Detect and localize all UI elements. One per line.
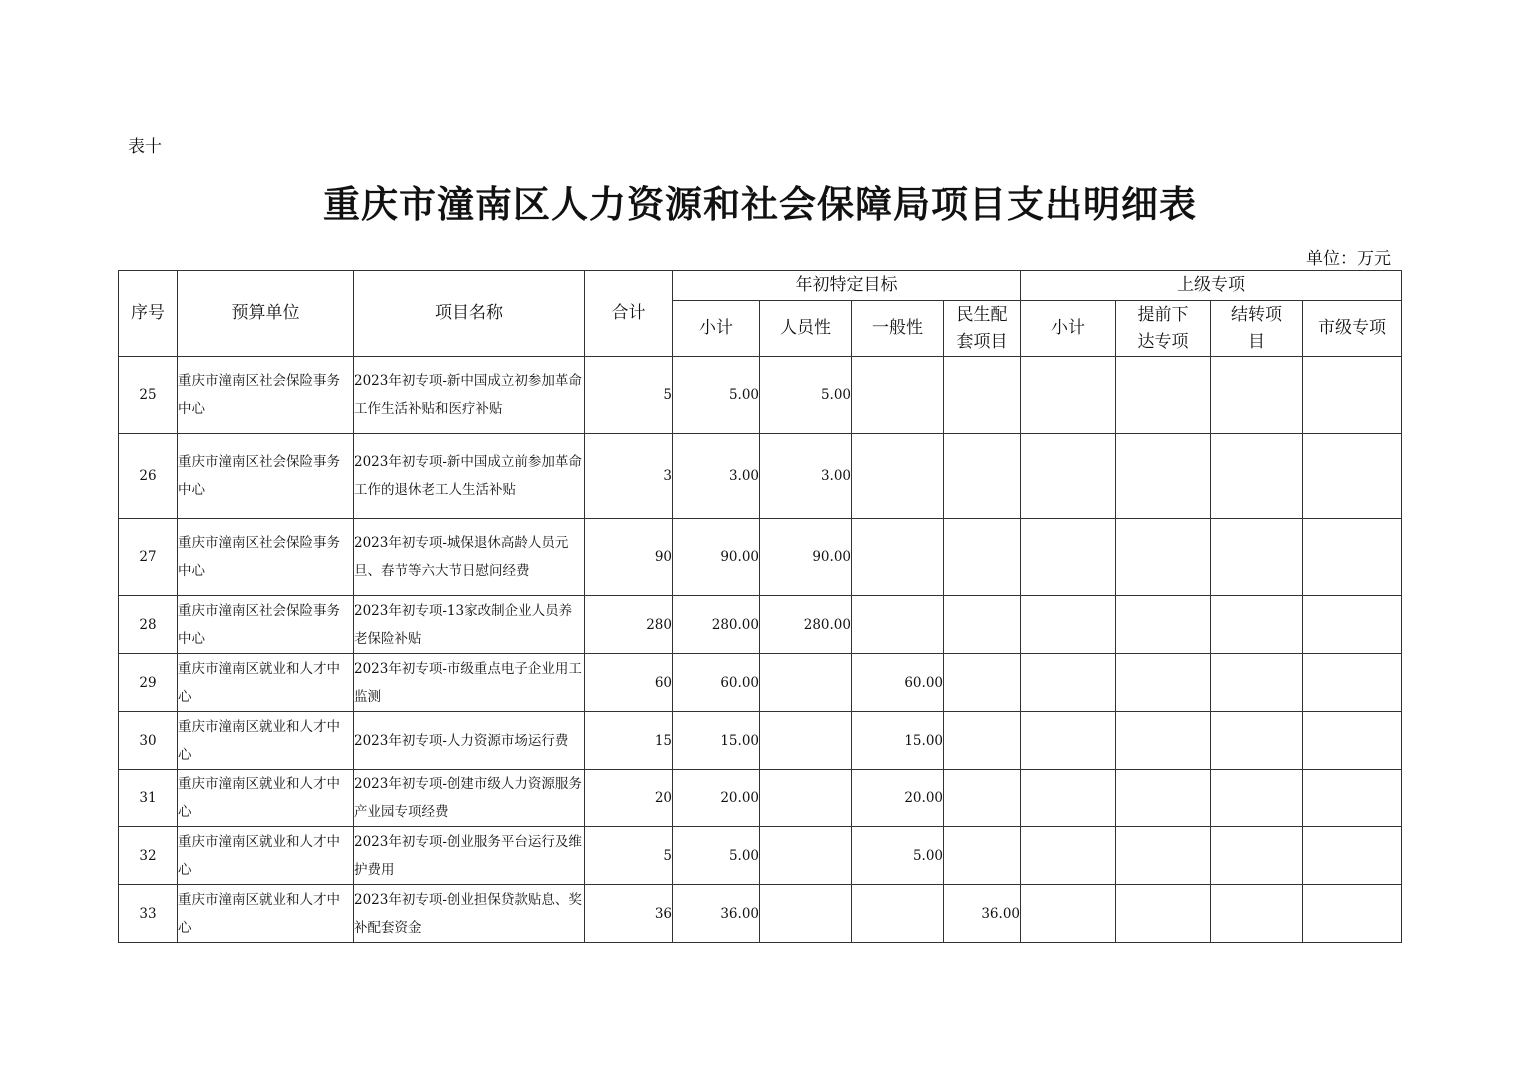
cell-initial-subtotal: 60.00 <box>673 654 760 712</box>
cell-budget-unit: 重庆市潼南区社会保险事务中心 <box>178 434 354 519</box>
cell-advance-special <box>1116 654 1211 712</box>
cell-budget-unit: 重庆市潼南区社会保险事务中心 <box>178 519 354 596</box>
cell-seq: 33 <box>119 885 178 943</box>
project-expenditure-table <box>118 270 1402 943</box>
cell-livelihood <box>944 654 1021 712</box>
cell-livelihood <box>944 827 1021 885</box>
cell-superior-subtotal <box>1021 770 1116 827</box>
header-carryover: 结转项目 <box>1211 301 1303 357</box>
cell-advance-special <box>1116 885 1211 943</box>
cell-project-name: 2023年初专项-城保退休高龄人员元旦、春节等六大节日慰问经费 <box>354 519 585 596</box>
cell-general: 60.00 <box>852 654 944 712</box>
header-total: 合计 <box>585 271 673 357</box>
cell-advance-special <box>1116 827 1211 885</box>
cell-city-special <box>1303 434 1402 519</box>
cell-superior-subtotal <box>1021 519 1116 596</box>
cell-carryover <box>1211 654 1303 712</box>
cell-advance-special <box>1116 357 1211 434</box>
table-row <box>119 434 1402 519</box>
cell-budget-unit: 重庆市潼南区就业和人才中心 <box>178 712 354 770</box>
cell-budget-unit: 重庆市潼南区就业和人才中心 <box>178 770 354 827</box>
cell-advance-special <box>1116 434 1211 519</box>
cell-budget-unit: 重庆市潼南区就业和人才中心 <box>178 654 354 712</box>
cell-initial-subtotal: 5.00 <box>673 357 760 434</box>
cell-superior-subtotal <box>1021 596 1116 654</box>
cell-personnel <box>760 770 852 827</box>
cell-superior-subtotal <box>1021 712 1116 770</box>
cell-carryover <box>1211 885 1303 943</box>
cell-city-special <box>1303 712 1402 770</box>
cell-project-name: 2023年初专项-市级重点电子企业用工监测 <box>354 654 585 712</box>
header-livelihood: 民生配套项目 <box>944 301 1021 357</box>
cell-city-special <box>1303 357 1402 434</box>
cell-initial-subtotal: 90.00 <box>673 519 760 596</box>
cell-budget-unit: 重庆市潼南区社会保险事务中心 <box>178 596 354 654</box>
table-row <box>119 519 1402 596</box>
cell-project-name: 2023年初专项-创业服务平台运行及维护费用 <box>354 827 585 885</box>
cell-total: 36 <box>585 885 673 943</box>
header-group-superior-special: 上级专项 <box>1021 271 1402 301</box>
cell-seq: 30 <box>119 712 178 770</box>
cell-general: 5.00 <box>852 827 944 885</box>
table-row <box>119 654 1402 712</box>
cell-personnel <box>760 654 852 712</box>
cell-livelihood <box>944 434 1021 519</box>
table-row <box>119 357 1402 434</box>
cell-city-special <box>1303 519 1402 596</box>
header-general: 一般性 <box>852 301 944 357</box>
cell-advance-special <box>1116 712 1211 770</box>
cell-livelihood <box>944 357 1021 434</box>
cell-general <box>852 596 944 654</box>
cell-seq: 28 <box>119 596 178 654</box>
cell-carryover <box>1211 434 1303 519</box>
cell-livelihood: 36.00 <box>944 885 1021 943</box>
cell-city-special <box>1303 885 1402 943</box>
cell-total: 3 <box>585 434 673 519</box>
cell-livelihood <box>944 712 1021 770</box>
cell-personnel: 3.00 <box>760 434 852 519</box>
cell-project-name: 2023年初专项-创业担保贷款贴息、奖补配套资金 <box>354 885 585 943</box>
cell-personnel: 5.00 <box>760 357 852 434</box>
cell-seq: 27 <box>119 519 178 596</box>
header-seq: 序号 <box>119 271 178 357</box>
cell-city-special <box>1303 827 1402 885</box>
cell-seq: 29 <box>119 654 178 712</box>
header-group-initial-targets: 年初特定目标 <box>673 271 1021 301</box>
table-row <box>119 596 1402 654</box>
document-title: 重庆市潼南区人力资源和社会保障局项目支出明细表 <box>323 182 1197 226</box>
cell-general <box>852 357 944 434</box>
table-number-label: 表十 <box>128 137 162 157</box>
cell-general <box>852 885 944 943</box>
cell-general: 15.00 <box>852 712 944 770</box>
cell-carryover <box>1211 770 1303 827</box>
cell-seq: 31 <box>119 770 178 827</box>
cell-project-name: 2023年初专项-13家改制企业人员养老保险补贴 <box>354 596 585 654</box>
cell-carryover <box>1211 519 1303 596</box>
cell-total: 5 <box>585 357 673 434</box>
cell-total: 20 <box>585 770 673 827</box>
cell-seq: 25 <box>119 357 178 434</box>
cell-general <box>852 434 944 519</box>
table-row <box>119 712 1402 770</box>
cell-initial-subtotal: 36.00 <box>673 885 760 943</box>
cell-carryover <box>1211 357 1303 434</box>
cell-livelihood <box>944 770 1021 827</box>
cell-general: 20.00 <box>852 770 944 827</box>
cell-advance-special <box>1116 770 1211 827</box>
cell-superior-subtotal <box>1021 654 1116 712</box>
cell-total: 90 <box>585 519 673 596</box>
cell-carryover <box>1211 827 1303 885</box>
cell-livelihood <box>944 519 1021 596</box>
cell-personnel: 280.00 <box>760 596 852 654</box>
unit-label: 单位：万元 <box>1306 249 1391 269</box>
table-row <box>119 827 1402 885</box>
cell-total: 60 <box>585 654 673 712</box>
cell-superior-subtotal <box>1021 885 1116 943</box>
header-project-name: 项目名称 <box>354 271 585 357</box>
cell-budget-unit: 重庆市潼南区就业和人才中心 <box>178 885 354 943</box>
cell-city-special <box>1303 654 1402 712</box>
cell-personnel: 90.00 <box>760 519 852 596</box>
cell-project-name: 2023年初专项-人力资源市场运行费 <box>354 712 585 770</box>
cell-initial-subtotal: 20.00 <box>673 770 760 827</box>
cell-city-special <box>1303 770 1402 827</box>
cell-project-name: 2023年初专项-创建市级人力资源服务产业园专项经费 <box>354 770 585 827</box>
cell-initial-subtotal: 280.00 <box>673 596 760 654</box>
header-city-special: 市级专项 <box>1303 301 1402 357</box>
header-superior-subtotal: 小计 <box>1021 301 1116 357</box>
cell-seq: 26 <box>119 434 178 519</box>
cell-advance-special <box>1116 596 1211 654</box>
table-row <box>119 885 1402 943</box>
cell-city-special <box>1303 596 1402 654</box>
cell-initial-subtotal: 15.00 <box>673 712 760 770</box>
header-personnel: 人员性 <box>760 301 852 357</box>
cell-personnel <box>760 827 852 885</box>
cell-initial-subtotal: 5.00 <box>673 827 760 885</box>
cell-budget-unit: 重庆市潼南区社会保险事务中心 <box>178 357 354 434</box>
cell-superior-subtotal <box>1021 434 1116 519</box>
cell-total: 15 <box>585 712 673 770</box>
header-budget-unit: 预算单位 <box>178 271 354 357</box>
cell-seq: 32 <box>119 827 178 885</box>
cell-project-name: 2023年初专项-新中国成立前参加革命工作的退休老工人生活补贴 <box>354 434 585 519</box>
cell-carryover <box>1211 712 1303 770</box>
cell-project-name: 2023年初专项-新中国成立初参加革命工作生活补贴和医疗补贴 <box>354 357 585 434</box>
cell-personnel <box>760 885 852 943</box>
cell-livelihood <box>944 596 1021 654</box>
table-row <box>119 770 1402 827</box>
header-advance-special: 提前下达专项 <box>1116 301 1211 357</box>
cell-superior-subtotal <box>1021 357 1116 434</box>
cell-personnel <box>760 712 852 770</box>
cell-total: 5 <box>585 827 673 885</box>
cell-advance-special <box>1116 519 1211 596</box>
header-initial-subtotal: 小计 <box>673 301 760 357</box>
cell-total: 280 <box>585 596 673 654</box>
cell-superior-subtotal <box>1021 827 1116 885</box>
cell-budget-unit: 重庆市潼南区就业和人才中心 <box>178 827 354 885</box>
cell-carryover <box>1211 596 1303 654</box>
cell-initial-subtotal: 3.00 <box>673 434 760 519</box>
cell-general <box>852 519 944 596</box>
